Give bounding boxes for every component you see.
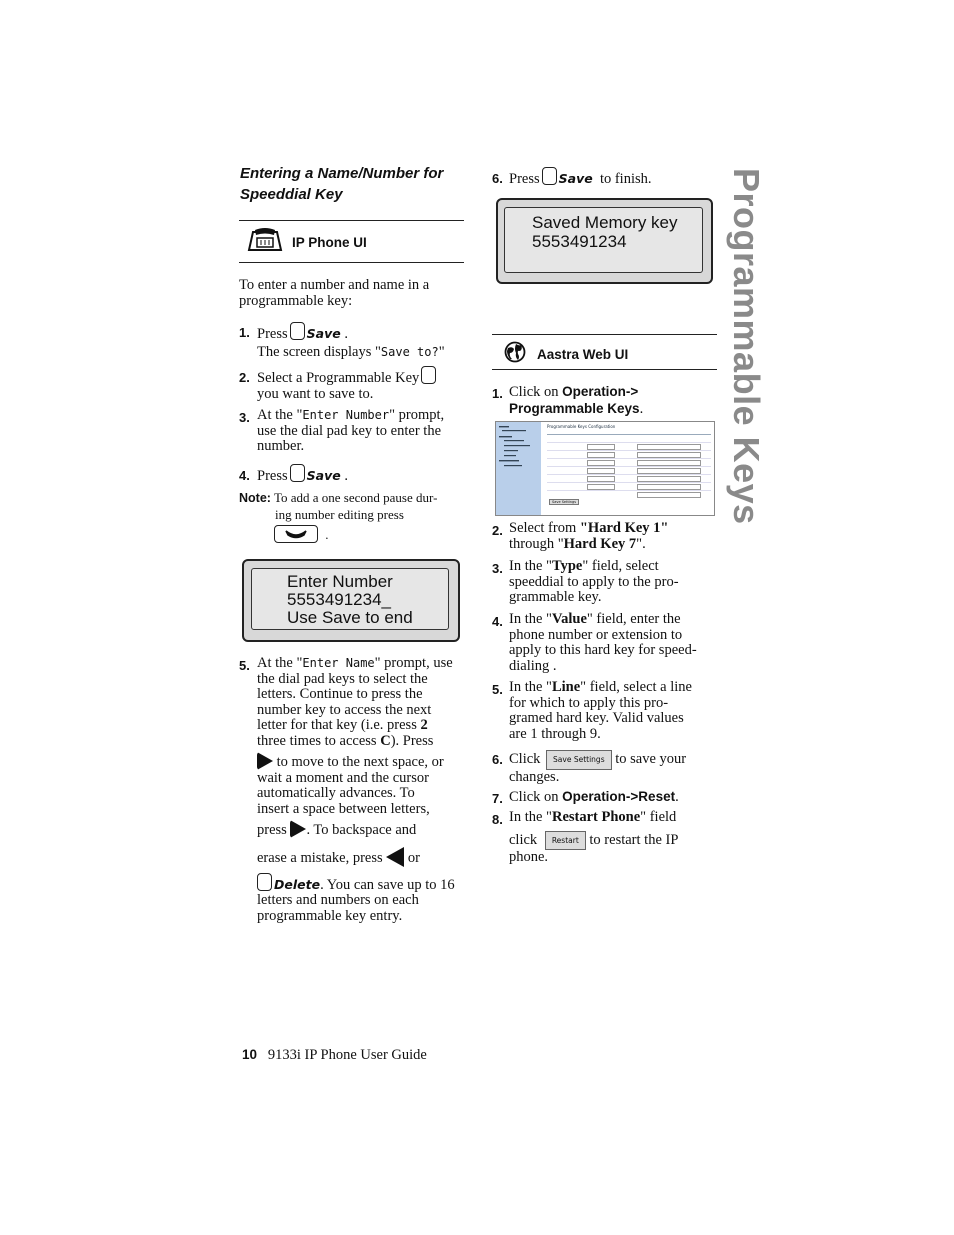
section-label-web-ui: Aastra Web UI bbox=[537, 347, 629, 362]
step-text: . bbox=[639, 400, 644, 417]
lcd-line: 5553491234 bbox=[532, 232, 627, 251]
display-code: Enter Name bbox=[302, 656, 375, 670]
step-text: gramed hard key. Valid values bbox=[509, 710, 684, 726]
step-text: At the " bbox=[257, 655, 303, 671]
step-number: 5. bbox=[492, 682, 503, 697]
step-text: through " bbox=[509, 535, 564, 552]
web-ui-sidebar bbox=[496, 422, 541, 515]
web-step-2 bbox=[509, 521, 719, 552]
step-text: use the dial pad key to enter the bbox=[257, 422, 442, 439]
softkey-label: Save bbox=[558, 171, 593, 186]
save-settings-button[interactable]: Save Settings bbox=[546, 750, 612, 770]
softkey-label: Delete bbox=[274, 876, 321, 892]
table-row bbox=[547, 483, 711, 491]
step-text: letters and numbers on each bbox=[257, 892, 419, 908]
web-ui-screenshot bbox=[495, 421, 715, 516]
step-text: " field bbox=[640, 809, 677, 825]
ip-phone-ui-header bbox=[247, 228, 467, 256]
lcd-screen bbox=[251, 568, 449, 630]
chapter-tab-title bbox=[722, 168, 772, 528]
step-number: 1. bbox=[239, 325, 250, 340]
field-name: Line bbox=[551, 679, 581, 695]
step-text: programmable key entry. bbox=[257, 907, 403, 924]
page-footer bbox=[242, 1047, 427, 1064]
step-number: 7. bbox=[492, 791, 503, 806]
step-text: In the " bbox=[509, 809, 552, 825]
field-name: Restart Phone bbox=[551, 809, 641, 825]
web-step-7 bbox=[509, 789, 721, 806]
step-text: for which to apply this pro- bbox=[509, 694, 669, 711]
step-3 bbox=[257, 408, 467, 455]
step-text: letter for that key (i.e. press bbox=[257, 717, 421, 733]
title-line-2: Speeddial Key bbox=[240, 186, 343, 203]
step-text: are 1 through 9. bbox=[509, 725, 601, 742]
step-text: Press bbox=[257, 326, 288, 342]
step-text: The screen displays " bbox=[257, 343, 381, 360]
programmable-key-icon bbox=[421, 366, 436, 384]
step-text: " field, enter the bbox=[586, 611, 681, 627]
step-text: to save your bbox=[615, 751, 687, 767]
note-key-line bbox=[239, 525, 467, 543]
display-code: Save to? bbox=[380, 344, 439, 359]
web-step-6 bbox=[509, 750, 721, 785]
page-number: 10 bbox=[242, 1047, 258, 1062]
web-ui-table bbox=[547, 434, 711, 493]
handset-key-icon bbox=[274, 525, 318, 543]
lcd-line: 5553491234_ bbox=[287, 590, 392, 609]
step-text: letters. Continue to press the bbox=[257, 686, 423, 702]
step-text: . You can save up to 16 bbox=[320, 876, 455, 893]
step-text: phone number or extension to bbox=[509, 626, 683, 643]
step-text: phone. bbox=[509, 849, 549, 865]
table-row bbox=[547, 467, 711, 475]
step-text: Click bbox=[509, 751, 541, 767]
menu-path: Operation-> bbox=[562, 384, 639, 399]
globe-icon bbox=[504, 341, 526, 363]
table-row bbox=[547, 475, 711, 483]
note-text: ing number editing press bbox=[275, 506, 404, 522]
step-number: 2. bbox=[239, 370, 250, 385]
softkey-label: Save bbox=[306, 326, 341, 341]
field-name: Value bbox=[551, 611, 587, 627]
step-text: number. bbox=[257, 438, 305, 454]
step-text: press bbox=[257, 822, 287, 838]
step-number: 3. bbox=[492, 561, 503, 576]
menu-path: Operation->Reset bbox=[562, 789, 676, 804]
softkey-icon bbox=[257, 873, 272, 891]
step-number: 2. bbox=[492, 523, 503, 538]
step-number: 1. bbox=[492, 386, 503, 401]
table-row bbox=[547, 491, 711, 498]
step-text: changes. bbox=[509, 768, 560, 785]
table-row bbox=[547, 443, 711, 451]
step-text: ). Press bbox=[390, 732, 434, 749]
web-step-1 bbox=[509, 384, 719, 417]
step-text: Press bbox=[257, 468, 288, 484]
note-text: . bbox=[325, 527, 329, 542]
step-text: Press bbox=[509, 171, 540, 187]
right-arrow-key-icon bbox=[257, 752, 273, 770]
note-text: To add a one second pause dur- bbox=[273, 490, 438, 505]
desk-phone-icon bbox=[247, 228, 283, 254]
field-name: "Hard Key 1" bbox=[579, 520, 669, 536]
step-text: Click on bbox=[509, 789, 563, 805]
step-6-finish bbox=[509, 167, 719, 188]
softkey-icon bbox=[542, 167, 557, 185]
step-text: In the " bbox=[509, 611, 552, 627]
lcd-line: Use Save to end bbox=[287, 608, 413, 627]
step-text: apply to this hard key for speed- bbox=[509, 642, 697, 658]
note-label: Note: bbox=[239, 491, 271, 505]
step-text: number key to access the next bbox=[257, 701, 432, 718]
web-step-4 bbox=[509, 612, 721, 674]
web-step-3 bbox=[509, 559, 719, 606]
step-text: grammable key. bbox=[509, 589, 602, 605]
step-text: speeddial to apply to the pro- bbox=[509, 573, 679, 590]
aastra-web-ui-header bbox=[504, 341, 719, 365]
left-arrow-key-icon bbox=[386, 847, 404, 867]
right-arrow-key-icon bbox=[290, 820, 306, 838]
step-text: 2 bbox=[420, 717, 428, 733]
intro-text: To enter a number and name in a programmable key: bbox=[239, 277, 430, 309]
step-2 bbox=[257, 366, 467, 402]
chapter-title-text: Programmable Keys bbox=[726, 168, 767, 525]
web-step-8 bbox=[509, 810, 721, 866]
step-text: to finish. bbox=[599, 171, 652, 187]
section-title bbox=[240, 163, 443, 205]
restart-button[interactable]: Restart bbox=[545, 831, 586, 851]
divider-web-top bbox=[492, 334, 717, 335]
step-number: 4. bbox=[492, 614, 503, 629]
table-row bbox=[547, 435, 711, 443]
divider-top bbox=[239, 220, 464, 221]
step-text: In the " bbox=[509, 679, 552, 695]
step-text: . bbox=[344, 468, 348, 484]
sidebar-menu-lines bbox=[496, 422, 541, 515]
step-text: dialing . bbox=[509, 657, 557, 674]
step-text: In the " bbox=[509, 558, 552, 574]
footer-text: 9133i IP Phone User Guide bbox=[267, 1047, 427, 1063]
step-text: . bbox=[344, 326, 348, 342]
step-text: three times to access bbox=[257, 732, 381, 749]
step-text: click bbox=[509, 831, 538, 848]
step-text: the dial pad keys to select the bbox=[257, 670, 428, 687]
step-text: " bbox=[438, 343, 445, 360]
step-text: " prompt, use bbox=[374, 655, 453, 671]
step-text: or bbox=[407, 849, 420, 866]
field-name: Type bbox=[551, 558, 583, 574]
step-text: At the " bbox=[257, 407, 303, 423]
step-text: you want to save to. bbox=[257, 385, 374, 402]
step-text: ". bbox=[636, 535, 646, 552]
table-row bbox=[547, 451, 711, 459]
softkey-label: Save bbox=[306, 468, 341, 483]
step-text: wait a moment and the cursor bbox=[257, 769, 429, 786]
softkey-icon bbox=[290, 464, 305, 482]
divider-bottom bbox=[239, 262, 464, 263]
lcd-display-enter-number bbox=[242, 559, 460, 642]
step-text: Select a Programmable Key bbox=[257, 370, 420, 386]
step-text: " field, select a line bbox=[580, 679, 692, 695]
step-4 bbox=[257, 464, 467, 485]
field-name: Hard Key 7 bbox=[563, 535, 637, 552]
lcd-display-saved bbox=[496, 198, 713, 284]
step-text: erase a mistake, press bbox=[257, 849, 383, 866]
step-text: . bbox=[675, 789, 679, 805]
step-number: 8. bbox=[492, 812, 503, 827]
step-text: " field, select bbox=[582, 558, 659, 574]
section-label-ip-phone: IP Phone UI bbox=[292, 235, 367, 250]
step-text: Click on bbox=[509, 384, 563, 400]
step-number: 3. bbox=[239, 410, 250, 425]
step-number: 4. bbox=[239, 468, 250, 483]
title-line-1: Entering a Name/Number for bbox=[240, 165, 444, 182]
divider-web-bottom bbox=[492, 369, 717, 370]
lcd-screen bbox=[504, 207, 703, 273]
step-1 bbox=[257, 322, 467, 360]
step-text: " prompt, bbox=[389, 407, 445, 423]
step-text: to restart the IP bbox=[589, 831, 679, 848]
lcd-line: Saved Memory key bbox=[532, 213, 678, 232]
lcd-line: Enter Number bbox=[287, 572, 393, 591]
web-step-5 bbox=[509, 680, 721, 742]
display-code: Enter Number bbox=[302, 408, 390, 422]
softkey-icon bbox=[290, 322, 305, 340]
step-text: C bbox=[380, 732, 391, 749]
web-ui-page-title: Programmable Keys Configuration bbox=[547, 424, 616, 429]
step-5 bbox=[257, 656, 469, 924]
step-text: automatically advances. To bbox=[257, 785, 415, 801]
step-number: 5. bbox=[239, 658, 250, 673]
note bbox=[239, 490, 467, 543]
step-text: to move to the next space, or bbox=[276, 754, 444, 770]
table-row bbox=[547, 459, 711, 467]
step-text: insert a space between letters, bbox=[257, 800, 430, 817]
step-text: . To backspace and bbox=[306, 822, 417, 838]
web-ui-save-button[interactable]: Save Settings bbox=[549, 499, 579, 505]
step-number: 6. bbox=[492, 171, 503, 186]
step-sub bbox=[257, 345, 467, 361]
menu-path: Programmable Keys bbox=[509, 400, 640, 416]
step-text: Select from bbox=[509, 520, 580, 536]
step-number: 6. bbox=[492, 752, 503, 767]
